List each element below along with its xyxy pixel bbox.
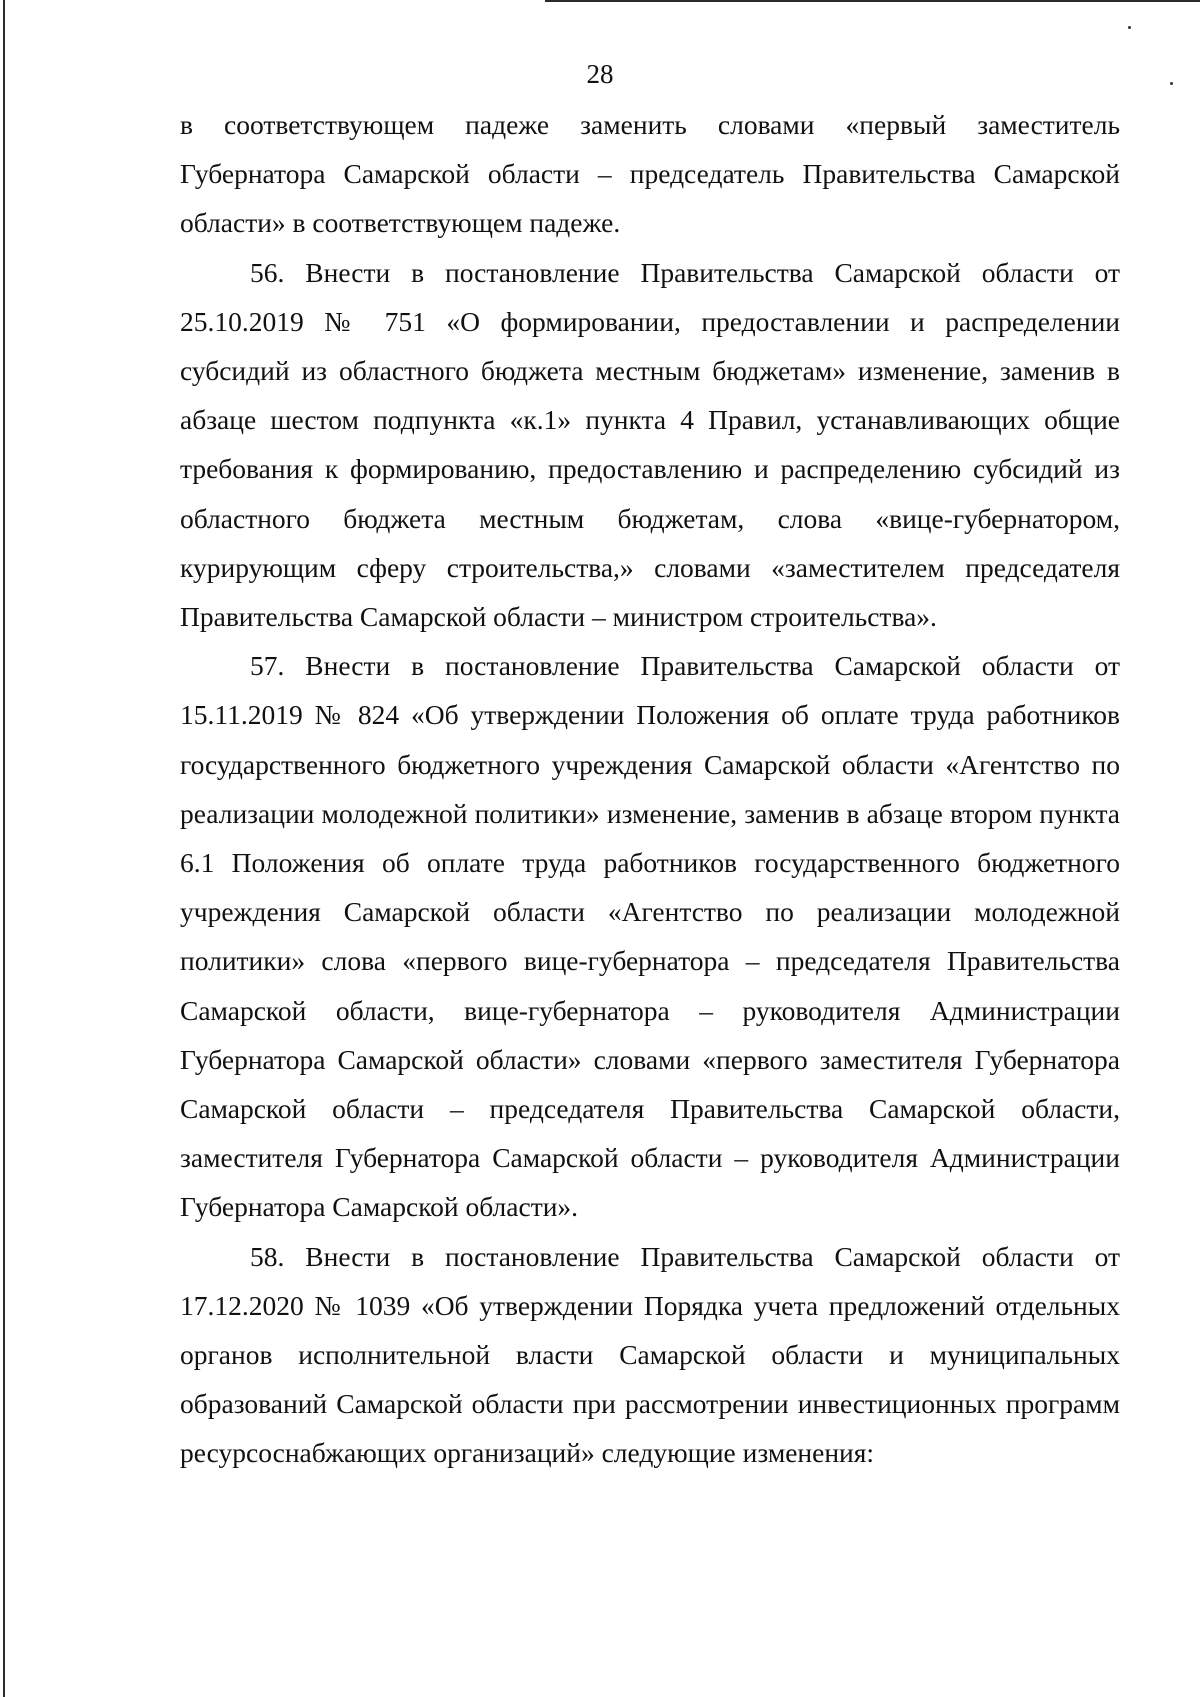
- paragraph-item-56: 56. Внести в постановление Правительства Самарской области от 25.10.2019 № 751 «О формировании, предоставлении и распределении субсидий из областного бюджета местным бюджетам» изменение, заменив в абзаце шестом подпункта «к.1» пункта 4 Правил, устанавливающих общие требования к формированию, предоставлению и распределению субсидий из областного бюджета местным бюджетам, слова «вице-губернатором, курирующим сферу строительства,» словами «заместителем председателя Правительства Самарской области – министром строительства».: [180, 256, 1120, 633]
- paragraph-item-57: 57. Внести в постановление Правительства Самарской области от 15.11.2019 № 824 «Об утверждении Положения об оплате труда работников государственного бюджетного учреждения Самарской области «Агентство по реализации молодежной политики» изменение, заменив в абзаце втором пункта 6.1 Положения об оплате труда работников государственного бюджетного учреждения Самарской области «Агентство по реализации молодежной политики» слова «первого вице-губернатора – председателя Правительства Самарской области, вице-губернатора – руководителя Администрации Губернатора Самарской области» словами «первого заместителя Губернатора Самарской области – председателя Правительства Самарской области, заместителя Губернатора Самарской области – руководителя Администрации Губернатора Самарской области».: [180, 650, 1120, 1223]
- document-body: [180, 100, 1120, 1478]
- page-number: 28: [586, 59, 614, 89]
- paragraph-item-58: 58. Внести в постановление Правительства Самарской области от 17.12.2020 № 1039 «Об утверждении Порядка учета предложений отдельных органов исполнительной власти Самарской области и муниципальных образований Самарской области при рассмотрении инвестиционных программ ресурсоснабжающих организаций» следующие изменения:: [180, 1240, 1120, 1469]
- scan-speck: [1128, 26, 1131, 29]
- scan-border-top: [545, 0, 1200, 2]
- paragraph-continuation: в соответствующем падеже заменить словами «первый заместитель Губернатора Самарской области – председатель Правительства Самарской области» в соответствующем падеже.: [180, 109, 1120, 239]
- scan-border-left: [3, 0, 5, 1697]
